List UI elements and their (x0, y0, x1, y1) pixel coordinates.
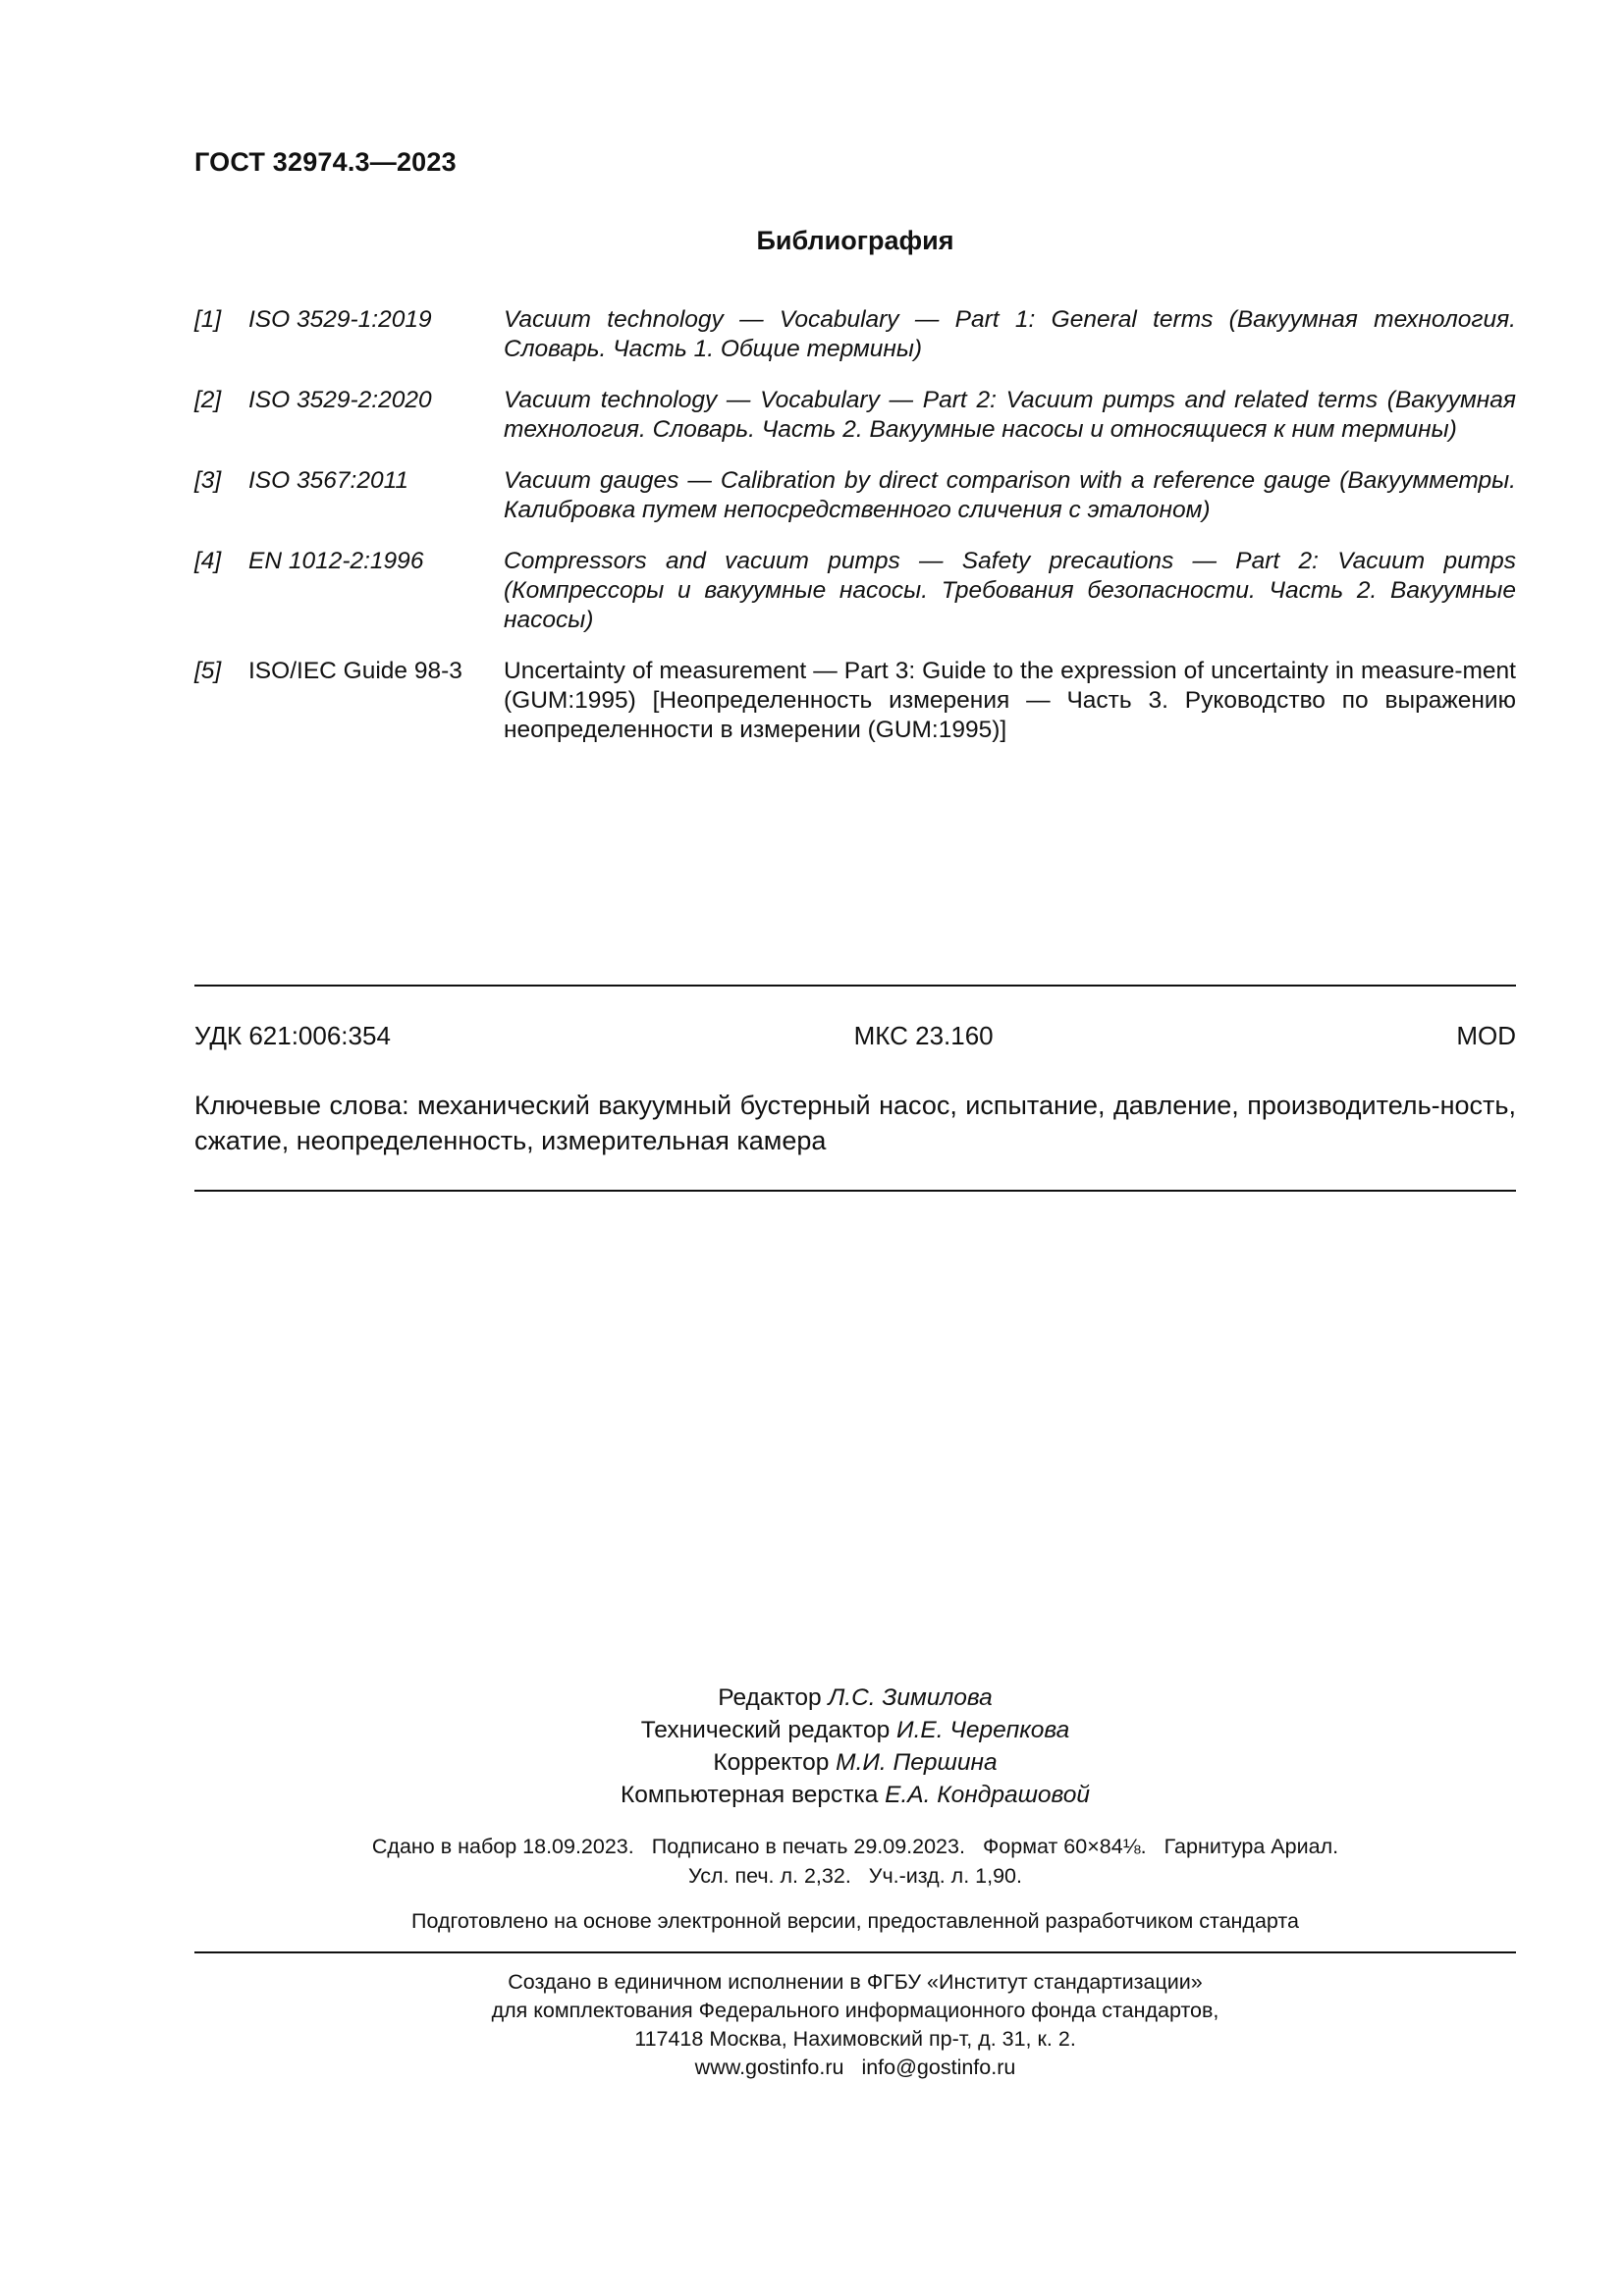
keywords: Ключевые слова: механический вакуумный бустерный насос, испытание, давление, производитель-ность, сжатие, неопределенность, измерительная камера (194, 1091, 1516, 1155)
staff-name: Е.А. Кондрашовой (885, 1782, 1091, 1808)
publisher-contacts (194, 2054, 1516, 2082)
staff-line (194, 1746, 1516, 1779)
bibliography-entry (194, 305, 1516, 364)
staff-role: Корректор (713, 1749, 830, 1776)
bibliography-title: Библиография (756, 226, 954, 255)
top-divider (194, 985, 1516, 987)
print-info-line (194, 1832, 1516, 1861)
publisher-line: Создано в единичном исполнении в ФГБУ «Институт стандартизации» (508, 1970, 1203, 1994)
publisher-info (194, 1968, 1516, 2082)
submitted-date: Сдано в набор 18.09.2023. (371, 1835, 634, 1858)
bottom-divider (194, 1190, 1516, 1192)
classification-row (194, 1021, 1516, 1051)
entry-code: ISO 3529-1:2019 (248, 306, 432, 333)
entry-code: ISO 3567:2011 (248, 467, 409, 494)
typeface: Гарнитура Ариал. (1164, 1835, 1339, 1858)
publisher-line: для комплектования Федерального информационного фонда стандартов, (491, 1999, 1219, 2022)
edition-sheets: Уч.-изд. л. 1,90. (868, 1864, 1022, 1888)
entry-number: [3] (194, 467, 222, 494)
bibliography-entry (194, 466, 1516, 525)
paper-format: Формат 60×84⅛. (982, 1835, 1147, 1858)
mod-label: MOD (1456, 1021, 1516, 1050)
entry-description: Uncertainty of measurement — Part 3: Guide to the expression of uncertainty in measure-ment (GUM:1995) [Неопределенность измерения — Часть 3. Руководство по выражению неопределенности в измерении (GUM:1995)] (504, 658, 1516, 743)
staff-role: Редактор (718, 1684, 822, 1711)
prepared-note: Подготовлено на основе электронной версии, предоставленной разработчиком стандарта (411, 1909, 1299, 1933)
entry-code: ISO 3529-2:2020 (248, 387, 432, 413)
staff-name: И.Е. Черепкова (896, 1717, 1070, 1743)
staff-role: Компьютерная верстка (620, 1782, 879, 1808)
staff-line (194, 1779, 1516, 1811)
entry-description: Vacuum technology — Vocabulary — Part 1: General terms (Вакуумная технология. Словарь. Часть 1. Общие термины) (504, 306, 1516, 362)
staff-credits (194, 1682, 1516, 1811)
printed-sheets: Усл. печ. л. 2,32. (687, 1864, 851, 1888)
print-info (194, 1832, 1516, 1891)
staff-line (194, 1682, 1516, 1714)
publisher-address: 117418 Москва, Нахимовский пр-т, д. 31, к. 2. (634, 2027, 1076, 2051)
staff-line (194, 1714, 1516, 1746)
udk-code: УДК 621:006:354 (194, 1021, 391, 1050)
staff-name: Л.С. Зимилова (828, 1684, 993, 1711)
staff-role: Технический редактор (640, 1717, 891, 1743)
publisher-divider (194, 1951, 1516, 1953)
entry-code: ISO/IEC Guide 98-3 (248, 658, 462, 684)
entry-description: Vacuum technology — Vocabulary — Part 2: Vacuum pumps and related terms (Вакуумная технология. Словарь. Часть 2. Вакуумные насосы и относящиеся к ним термины) (504, 387, 1516, 443)
entry-description: Compressors and vacuum pumps — Safety precautions — Part 2: Vacuum pumps (Компрессоры и вакуумные насосы. Требования безопасности. Часть 2. Вакуумные насосы) (504, 548, 1516, 633)
document-code: ГОСТ 32974.3—2023 (194, 147, 457, 177)
entry-number: [1] (194, 306, 222, 333)
bibliography-entry (194, 386, 1516, 445)
entry-description: Vacuum gauges — Calibration by direct comparison with a reference gauge (Вакуумметры. Калибровка путем непосредственного сличения с эталоном) (504, 467, 1516, 523)
entry-number: [2] (194, 387, 222, 413)
bibliography-list (194, 305, 1516, 767)
entry-number: [5] (194, 658, 222, 684)
signed-date: Подписано в печать 29.09.2023. (651, 1835, 965, 1858)
print-info-line (194, 1861, 1516, 1891)
entry-code: EN 1012-2:1996 (248, 548, 424, 574)
mks-code: МКС 23.160 (853, 1021, 994, 1050)
bibliography-entry (194, 547, 1516, 635)
website-link[interactable]: www.gostinfo.ru (694, 2056, 844, 2079)
staff-name: М.И. Першина (836, 1749, 998, 1776)
entry-number: [4] (194, 548, 222, 574)
email-link[interactable]: info@gostinfo.ru (861, 2056, 1016, 2079)
bibliography-entry (194, 657, 1516, 745)
